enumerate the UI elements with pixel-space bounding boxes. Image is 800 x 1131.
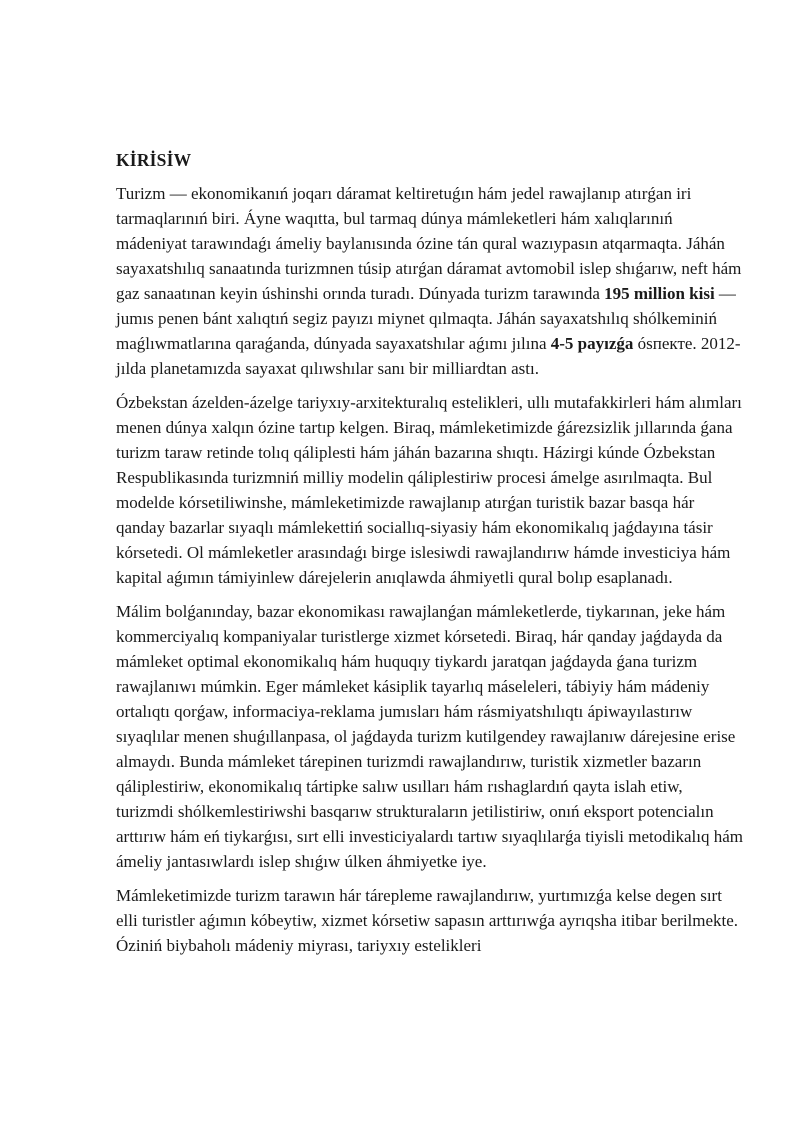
section-heading: KİRİSİW <box>116 150 192 170</box>
paragraph-1-text-a: Turizm — ekonomikanıń joqarı dáramat keltiretuǵın hám jedel rawajlanıp atırǵan iri tarmaqlarınıń biri. Áyne waqıtta, bul tarmaq dúnya mámleketleri hám xalıqlarınıń mádeniyat tarawındaǵı ámeliy baylanısında ózine tán qural wazıypasın atqarmaqta. Jáhán sayaxatshılıq sanaatında turizmnen túsip atırǵan dáramat avtomobil islep shıǵarıw, neft hám gaz sanaatınan keyin úshinshi orında turadı. Dúnyada turizm tarawında <box>116 184 742 303</box>
paragraph-1-bold-percent: 4-5 payızǵa <box>550 334 634 353</box>
paragraph-1-text-c: — jumıs penen bánt xalıqtıń segiz payızı miynet qılmaqta. Jáhán sayaxatshılıq shólkeminiń maǵlıwmatlarına qaraǵanda, dúnyada sayaxatshılar aǵımı jılına <box>116 284 736 353</box>
paragraph-4: Mámleketimizde turizm tarawın hár tárepleme rawajlandırıw, yurtımızǵa kelse degen sırt elli turistler aǵımın kóbeytiw, xizmet kórsetiw sapasın arttırıwǵa ayrıqsha itibar berilmekte. Óziniń biybaholı mádeniy miyrası, tariyxıy estelikleri <box>116 886 739 955</box>
paragraph-1-bold-figure: 195 million kisi <box>604 284 715 303</box>
document-page <box>116 148 744 967</box>
paragraph-1-text-e: ósпекте. 2012-jılda planetamızda sayaxat qılıwshılar sanı bir milliardtan astı. <box>116 334 741 378</box>
paragraph-2: Ózbekstan ázelden-ázelge tariyxıy-arxitekturalıq estelikleri, ullı mutafakkirleri hám alımları menen dúnya xalqın ózine tartıp kelgen. Biraq, mámleketimizde ǵárezsizlik jıllarında ǵana turizm taraw retinde tolıq qáliplesti hám jáhán bazarına shıqtı. Házirgi kúnde Ózbekstan Respublikasında turizmniń milliy modelin qáliplestiriw procesi ámelge asırılmaqta. Bul modelde kórsetiliwinshe, mámleketimizde rawajlanıp atırǵan turistik bazar basqa hár qanday bazarlar sıyaqlı mámlekettiń sociallıq-siyasiy hám ekonomikalıq jaǵdayına tásir kórsetedi. Ol mámleketler arasındaǵı birge islesiwdi rawajlandırıw hámde investiciya hám kapital aǵımın támiyinlew dárejelerin anıqlawda áhmiyetli qural bolıp esaplanadı. <box>116 393 742 587</box>
paragraph-3: Málim bolǵanınday, bazar ekonomikası rawajlanǵan mámleketlerde, tiykarınan, jeke hám kommerciyalıq kompaniyalar turistlerge xizmet kórsetedi. Biraq, hár qanday jaǵdayda da mámleket optimal ekonomikalıq hám huquqıy tiykardı jaratqan jaǵdayda ǵana turizm rawajlanıwı múmkin. Eger mámleket kásiplik tayarlıq máseleleri, tábiyiy hám mádeniy ortalıqtı qorǵaw, informaciya-reklama jumısları hám rásmiyatshılıqtı ápiwayılastırıw sıyaqlılar menen shuǵıllanpasa, ol jaǵdayda turizm kutilgendey rawajlanıw dárejesine erise almaydı. Bunda mámleket tárepinen turizmdi rawajlandırıw, turistik xizmetler bazarın qáliplestiriw, ekonomikalıq tártipke salıw usılları hám rıshaglardıń qayta islah etiw, turizmdi shólkemlestiriwshi basqarıw strukturaların jetilistiriw, onıń eksport potencialın arttırıw hám eń tiykarǵısı, sırt elli investiciyalardı tartıw sıyaqlılarǵa tiyisli metodikalıq hám ámeliy jantasıwlardı islep shıǵıw úlken áhmiyetke iye. <box>116 602 743 871</box>
paragraph-1 <box>116 181 744 381</box>
